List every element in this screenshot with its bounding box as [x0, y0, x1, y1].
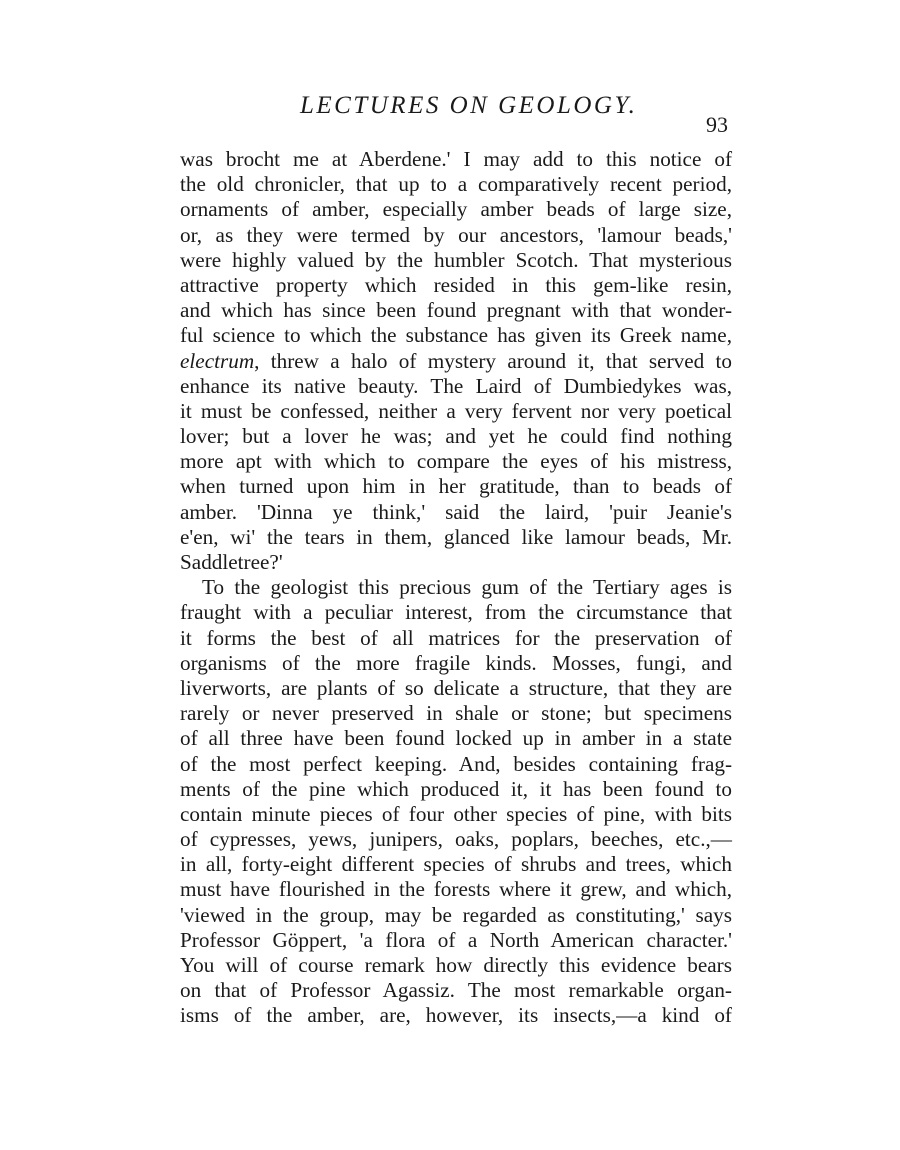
text-line: liverworts, are plants of so delicate a structure, that they are — [180, 675, 732, 700]
text-line: of all three have been found locked up in amber in a state — [180, 726, 732, 751]
text-line: were highly valued by the humbler Scotch. That mysterious — [180, 247, 732, 272]
text-line: electrum, threw a halo of mystery around it, that served to — [180, 348, 732, 373]
text-line: ments of the pine which produced it, it has been found to — [180, 776, 732, 801]
text-line: To the geologist this precious gum of the Tertiary ages is — [202, 575, 732, 600]
text-line: must have flourished in the forests where it grew, and which, — [180, 877, 732, 902]
text-line: of cypresses, yews, junipers, oaks, poplars, beeches, etc.,— — [180, 827, 732, 852]
text-line: isms of the amber, are, however, its insects,—a kind of — [180, 1003, 732, 1028]
text-line: attractive property which resided in this gem-like resin, — [180, 272, 732, 297]
paragraph — [180, 575, 732, 1028]
text-line: enhance its native beauty. The Laird of Dumbiedykes was, — [180, 373, 732, 398]
text-line: ornaments of amber, especially amber beads of large size, — [180, 197, 732, 222]
text-line: rarely or never preserved in shale or stone; but specimens — [180, 701, 732, 726]
text-line: or, as they were termed by our ancestors, 'lamour beads,' — [180, 222, 732, 247]
text-line: of the most perfect keeping. And, besides containing frag- — [180, 751, 732, 776]
text-line: amber. 'Dinna ye think,' said the laird, 'puir Jeanie's — [180, 499, 732, 524]
text-line: Saddletree?' — [180, 550, 283, 574]
text-line: ful science to which the substance has given its Greek name, — [180, 323, 732, 348]
text-line: when turned upon him in her gratitude, than to beads of — [180, 474, 732, 499]
text-line: it must be confessed, neither a very fervent nor very poetical — [180, 398, 732, 423]
text-line: the old chronicler, that up to a comparatively recent period, — [180, 172, 732, 197]
text-line: contain minute pieces of four other species of pine, with bits — [180, 801, 732, 826]
text-line: was brocht me at Aberdene.' I may add to this notice of — [180, 147, 732, 171]
text-line: Professor Göppert, 'a flora of a North American character.' — [180, 927, 732, 952]
text-line: 'viewed in the group, may be regarded as constituting,' says — [180, 902, 732, 927]
italic-term: electrum — [180, 348, 255, 373]
text-line: in all, forty-eight different species of shrubs and trees, which — [180, 852, 732, 877]
running-title: LECTURES ON GEOLOGY. — [300, 92, 638, 119]
body-text — [180, 147, 732, 1029]
text-line: fraught with a peculiar interest, from the circumstance that — [180, 600, 732, 625]
page-number: 93 — [706, 112, 728, 137]
text-line: lover; but a lover he was; and yet he could find nothing — [180, 424, 732, 449]
text-line: and which has since been found pregnant with that wonder- — [180, 298, 732, 323]
text-line: e'en, wi' the tears in them, glanced like lamour beads, Mr. — [180, 524, 732, 549]
text-line: organisms of the more fragile kinds. Mosses, fungi, and — [180, 650, 732, 675]
text-line: it forms the best of all matrices for the preservation of — [180, 625, 732, 650]
text-line: You will of course remark how directly this evidence bears — [180, 953, 732, 977]
text-line: more apt with which to compare the eyes of his mistress, — [180, 449, 732, 474]
paragraph — [180, 147, 732, 575]
text-line: on that of Professor Agassiz. The most remarkable organ- — [180, 978, 732, 1003]
